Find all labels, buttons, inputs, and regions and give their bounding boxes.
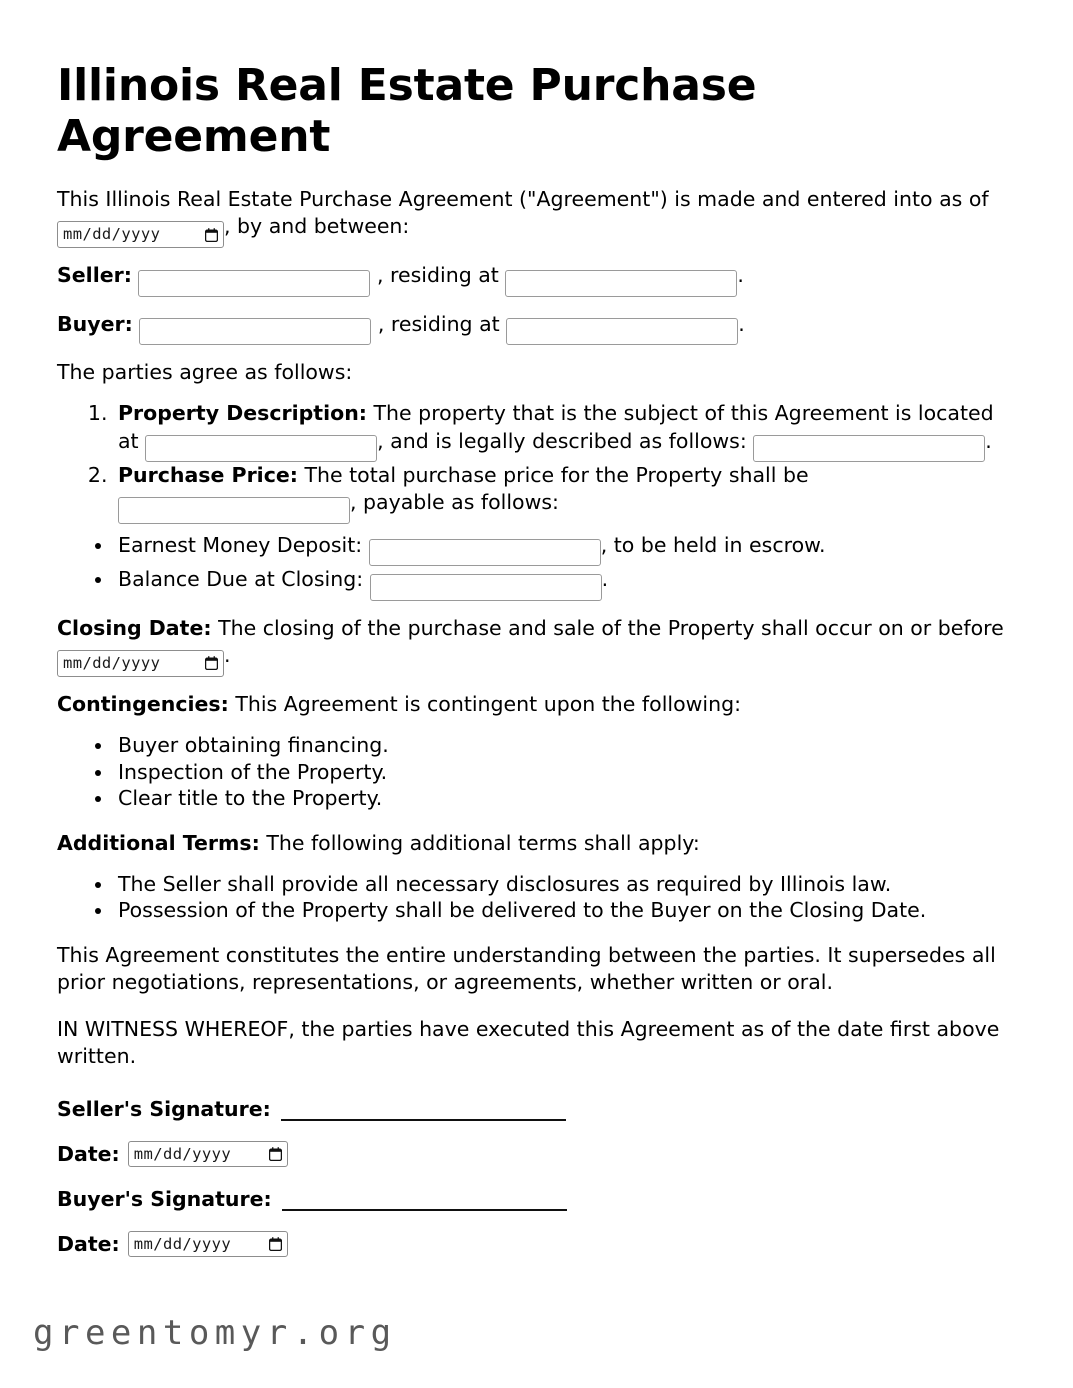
document-body [57, 60, 1009, 1277]
closing-date-value: mm/dd/yyyy [63, 654, 161, 673]
closing-date-heading: Closing Date: [57, 615, 212, 640]
list-item: • Buyer obtaining financing. [114, 732, 1009, 758]
closing-date-input[interactable] [57, 650, 224, 677]
purchase-price-input[interactable] [118, 497, 350, 524]
property-description-text-2: , and is legally described as follows: [377, 428, 747, 453]
balance-due-input[interactable] [370, 574, 602, 601]
closing-date-paragraph [57, 615, 1009, 677]
contingencies-intro: This Agreement is contingent upon the following: [235, 691, 741, 716]
buyer-line [57, 311, 1009, 346]
contingencies-list [57, 732, 1009, 811]
legal-description-input[interactable] [753, 435, 985, 462]
list-item-property-description [114, 400, 1009, 462]
additional-terms-paragraph [57, 830, 1009, 857]
buyer-date-row [57, 1231, 1009, 1257]
intro-paragraph [57, 186, 1009, 248]
intro-text-before-date: This Illinois Real Estate Purchase Agreement ("Agreement") is made and entered into as of [57, 187, 989, 212]
earnest-money-label: Earnest Money Deposit: [118, 532, 363, 557]
buyer-name-input[interactable] [139, 318, 371, 345]
agreement-numbered-list [57, 400, 1009, 524]
seller-address-input[interactable] [505, 270, 737, 297]
seller-signature-label: Seller's Signature: [57, 1096, 271, 1121]
purchase-price-text-2: , payable as follows: [350, 490, 559, 515]
buyer-date-value: mm/dd/yyyy [133, 1234, 232, 1253]
calendar-icon[interactable] [205, 656, 218, 670]
contingencies-heading: Contingencies: [57, 691, 229, 716]
additional-terms-intro: The following additional terms shall apply: [266, 830, 700, 855]
buyer-address-input[interactable] [506, 318, 738, 345]
seller-date-input[interactable] [128, 1141, 288, 1167]
page-title: Illinois Real Estate Purchase Agreement [57, 60, 757, 163]
purchase-price-text-1: The total purchase price for the Property shall be [304, 463, 809, 488]
seller-residing-at-label: , residing at [377, 263, 499, 288]
property-description-text-1: The property that is the subject of this Agreement is located at [118, 401, 994, 453]
calendar-icon[interactable] [269, 1147, 282, 1161]
property-location-input[interactable] [145, 435, 377, 462]
list-item-earnest-money [114, 532, 1009, 567]
calendar-icon[interactable] [269, 1237, 282, 1251]
list-item: • The Seller shall provide all necessary disclosures as required by Illinois law. [114, 871, 1009, 897]
buyer-signature-label: Buyer's Signature: [57, 1186, 272, 1211]
seller-date-row [57, 1141, 1009, 1167]
list-item: • Possession of the Property shall be delivered to the Buyer on the Closing Date. [114, 897, 1009, 923]
buyer-signature-line[interactable] [282, 1192, 567, 1211]
earnest-money-input[interactable] [369, 539, 601, 566]
buyer-label: Buyer: [57, 311, 133, 336]
seller-name-input[interactable] [138, 270, 370, 297]
seller-line-period: . [737, 263, 744, 288]
buyer-residing-at-label: , residing at [377, 311, 500, 336]
entire-agreement-paragraph: This Agreement constitutes the entire understanding between the parties. It supersedes all prior negotiations, representations, or agreements, whether written or oral. [57, 942, 996, 994]
list-item: • Inspection of the Property. [114, 759, 1009, 785]
witness-clause-paragraph: IN WITNESS WHEREOF, the parties have executed this Agreement as of the date first above written. [57, 1017, 1000, 1069]
buyer-date-input[interactable] [128, 1231, 288, 1257]
buyer-signature-row [57, 1187, 1009, 1211]
property-description-heading: Property Description: [118, 401, 367, 426]
property-description-period: . [985, 428, 992, 453]
balance-due-label: Balance Due at Closing: [118, 567, 364, 592]
payment-breakdown-list [57, 532, 1009, 601]
balance-due-suffix: . [601, 567, 609, 592]
earnest-money-suffix: , to be held in escrow. [600, 532, 826, 557]
seller-signature-line[interactable] [281, 1102, 566, 1121]
contingencies-paragraph [57, 691, 1009, 718]
purchase-price-heading: Purchase Price: [118, 463, 298, 488]
seller-signature-row [57, 1097, 1009, 1121]
list-item-purchase-price [114, 462, 1009, 524]
calendar-icon[interactable] [205, 228, 218, 242]
seller-date-label: Date: [57, 1141, 120, 1166]
parties-agree-paragraph: The parties agree as follows: [57, 360, 353, 385]
closing-date-text: The closing of the purchase and sale of the Property shall occur on or before [218, 615, 1004, 640]
seller-label: Seller: [57, 263, 132, 288]
site-watermark: greentomyr.org [33, 1313, 397, 1353]
list-item-balance-due [114, 566, 1009, 601]
seller-date-value: mm/dd/yyyy [133, 1144, 232, 1163]
agreement-date-value: mm/dd/yyyy [63, 225, 161, 244]
additional-terms-heading: Additional Terms: [57, 830, 260, 855]
list-item: • Clear title to the Property. [114, 785, 1009, 811]
agreement-date-input[interactable] [57, 221, 224, 248]
additional-terms-list [57, 871, 1009, 924]
closing-date-period: . [224, 643, 231, 668]
intro-text-after-date: , by and between: [224, 214, 410, 239]
buyer-date-label: Date: [57, 1231, 120, 1256]
buyer-line-period: . [738, 311, 745, 336]
seller-line [57, 262, 1009, 297]
